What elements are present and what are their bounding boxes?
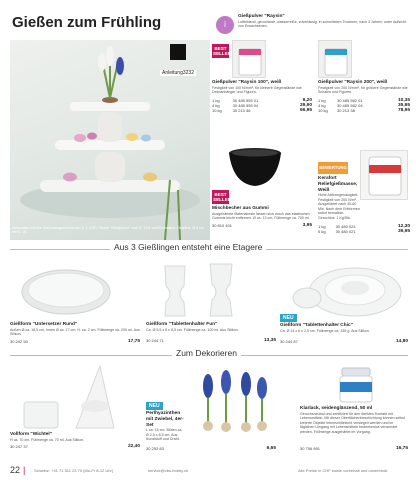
footer-email-link[interactable]: service@vbs-hobby.ch bbox=[148, 468, 189, 473]
qty: 4 kg bbox=[318, 102, 326, 108]
mixing-bowl-image bbox=[225, 146, 285, 188]
price: 3,95 bbox=[302, 222, 312, 228]
article-number: 30 810 401 bbox=[212, 222, 233, 228]
new-badge: NEU bbox=[280, 314, 297, 322]
section-heading: Zum Dekorieren bbox=[172, 348, 241, 358]
mold-round-coaster-image bbox=[20, 262, 112, 318]
raysin200-price-table bbox=[318, 98, 410, 113]
raysin100-package-image bbox=[232, 40, 266, 78]
mold-fun-name: Gießform "Tablettenhalter Fun" bbox=[146, 322, 218, 327]
raysin100-name: Gießpulver "Raysin 100", weiß bbox=[212, 80, 282, 85]
bucket-icon bbox=[319, 41, 353, 79]
varnish-desc: Geruchsneutral und zertifiziert für den direkten Kontakt mit Lebensmitteln. Mit dieser Oberflächenbeschichtung können selbst kreierte Objekte lebensmittelecht versiegelt werden und im täglichen Umgang mit Lebensmitteln bedenkenlos verwendet werden. Füllmenge ausgehärtet im Vorgang. bbox=[300, 411, 405, 434]
hyacinth-icon bbox=[188, 364, 278, 434]
footer-service-phone: Schweiz: +41 71 511 23 70 (Mo-Fr 8-12 Uhr) bbox=[34, 468, 114, 473]
mold-candleholder-chic-image bbox=[285, 258, 405, 320]
qty: 1 kg bbox=[318, 224, 326, 229]
bestseller-badge: BEST SELLER bbox=[212, 190, 229, 204]
qr-code-icon[interactable] bbox=[170, 44, 186, 60]
article-number: 30 756 891 bbox=[300, 446, 321, 451]
bag-icon bbox=[361, 151, 409, 201]
new-badge: NEU bbox=[146, 402, 163, 410]
price: 16,75 bbox=[395, 446, 408, 451]
footer-note: Alle Preise in CHF sowie vorbehalt und unverbindl. bbox=[298, 468, 389, 473]
qr-caption: Anleitung3232 bbox=[162, 70, 194, 76]
raysin200-name: Gießpulver "Raysin 200", weiß bbox=[318, 80, 388, 85]
table-row bbox=[318, 229, 410, 234]
raysin200-package-image bbox=[318, 40, 352, 78]
bestseller-badge: BEST SELLER bbox=[212, 44, 229, 58]
bowl-name: Mischbecher aus Gummi bbox=[212, 206, 269, 211]
qty: 10 kg bbox=[318, 107, 328, 113]
price: 22,40 bbox=[127, 444, 140, 450]
price: 6,65 bbox=[266, 446, 276, 451]
price: 10,35 bbox=[397, 97, 410, 103]
price: 29,90 bbox=[299, 102, 312, 108]
mold-candleholder-fun-image bbox=[150, 256, 250, 322]
hyacinth-image bbox=[188, 364, 278, 434]
chic-mold-icon bbox=[285, 258, 405, 320]
raysin100-price-table bbox=[212, 98, 312, 113]
article-number: 30 485 555 01 bbox=[232, 97, 259, 103]
hyacinth-name: Perlhyazinthen mit Zwiebel, 4er-Set bbox=[146, 411, 184, 428]
mold-fun-desc: Ca. Ø 5,5 x 6 x 8,5 cm. Füllmenge ca. 100 ml. Aus Silikon. bbox=[146, 327, 239, 332]
price: 13,35 bbox=[263, 338, 276, 344]
gnome-name: Vollform "Wichtel" bbox=[10, 432, 52, 437]
price: 35,95 bbox=[397, 102, 410, 108]
mold-round-name: Gießform "Untersetzer Rund" bbox=[10, 322, 78, 327]
hyacinth-desc: L ca. 15 cm. Blüten ca. Ø 2,5 x 8,5 cm. Aus Kunststoff und Draht. bbox=[146, 428, 183, 442]
raysin-intro-name: Gießpulver "Raysin" bbox=[238, 14, 285, 19]
article-number: 30 485 562 01 bbox=[337, 97, 363, 103]
price: 39,95 bbox=[397, 229, 410, 234]
price: 66,95 bbox=[299, 107, 312, 113]
bowl-icon bbox=[225, 146, 285, 188]
article-number: 30 213 38 bbox=[337, 107, 355, 113]
price: 9,20 bbox=[302, 97, 312, 103]
page-title: Gießen zum Frühling bbox=[12, 14, 162, 31]
qty: 5 kg bbox=[318, 229, 326, 234]
footer bbox=[0, 462, 416, 480]
kerafort-price-table bbox=[318, 224, 410, 234]
kerafort-package-image bbox=[360, 150, 408, 200]
article-number: 30 485 562 04 bbox=[337, 102, 363, 108]
page-separator: | bbox=[23, 465, 26, 475]
article-number: 30 247 37 bbox=[10, 444, 28, 450]
raysin-intro-desc: Luftbildend, geruchlose, wasserreiße, zuverlässig, in schnellstem Trocknen, nach 3 Jahren, unter Aufsicht von Erwachsenen. bbox=[238, 19, 406, 29]
article-number: 30 244 71 bbox=[146, 338, 164, 344]
raysin200-desc: Festigkeit von 200 N/mm², für größere Gegenstände wie Schalen und Figuren. bbox=[318, 85, 408, 95]
price: 12,30 bbox=[397, 224, 410, 229]
price: 78,95 bbox=[397, 107, 410, 113]
article-number: 30 485 555 04 bbox=[232, 102, 259, 108]
kerafort-desc: Hohe Abformgenauigkeit. Festigkeit von 200 N/m². Ausgehärtet nach 30-60 Min. Nach dem Entformen sofort bemalbar. Geruchlos. 1 Kg/Stk. bbox=[318, 193, 360, 220]
round-mold-icon bbox=[20, 262, 112, 318]
bucket-icon bbox=[233, 41, 267, 79]
article-number: 30 202 50 bbox=[10, 338, 28, 344]
article-number: 30 253 83 bbox=[146, 446, 164, 451]
page-number: 22 bbox=[10, 465, 21, 475]
gnome-desc: H ca. 70 cm. Füllmenge ca. 70 ml. Aus Silikon. bbox=[10, 437, 85, 442]
price: 17,75 bbox=[127, 338, 140, 344]
qty: 1 kg bbox=[212, 97, 220, 103]
qty: 4 kg bbox=[212, 102, 220, 108]
hero-caption: Dekoration mit fixe Gießmassgemische am 3, 4, 4/30, Sterne "Gießpulver" vom S. 1 fur und Einmalens Vögeline, Ø 8 cm mit S. 10. bbox=[12, 226, 204, 235]
jar-icon bbox=[336, 364, 376, 404]
price: 14,80 bbox=[395, 339, 408, 345]
mold-chic-desc: Ca. Ø 14 x 6 x 2,5 cm. Füllmenge ca. 335 g. Aus Silikon. bbox=[280, 328, 370, 333]
mold-round-desc: Außen Ø ca. 18,5 cm, Innen Ø ca. 17 cm, H. ca. 2 cm. Füllmenge ca. 200 ml. Aus Silikon. bbox=[10, 327, 140, 337]
clear-varnish-jar-image bbox=[336, 364, 376, 404]
kerafort-name: Kerafort Reliefgießmasse, Weiß bbox=[318, 176, 358, 193]
rating-badge: BEWERTUNG bbox=[318, 162, 348, 174]
raysin100-desc: Festigkeit von 100 N/mm², für kleinere Gegenstände wie Dekoanhänger und Figuren. bbox=[212, 85, 302, 95]
gnome-icon bbox=[20, 362, 120, 432]
article-number: 30 480 024 bbox=[335, 224, 356, 229]
qty: 1 kg bbox=[318, 97, 326, 103]
candleholder-icon bbox=[150, 256, 250, 322]
article-number: 30 244 87 bbox=[280, 339, 298, 345]
varnish-name: Klarlack, seidenglänzend, 50 ml bbox=[300, 406, 373, 411]
article-number: 30 480 021 bbox=[335, 229, 356, 234]
section-heading: Aus 3 Gießlingen entsteht eine Etagere bbox=[110, 242, 266, 252]
table-row bbox=[318, 108, 410, 113]
table-row bbox=[212, 108, 312, 113]
info-bubble-icon: i bbox=[216, 16, 234, 34]
gnome-mold-image bbox=[20, 362, 120, 432]
mold-chic-name: Gießform "Tablettenhalter Chic" bbox=[280, 323, 353, 328]
qty: 10 kg bbox=[212, 107, 222, 113]
article-number: 30 213 36 bbox=[232, 107, 251, 113]
bowl-desc: Ausgehärtete Materialreste lassen sich durch das elastischen Gummis leicht entfernen. Ø ca. 13 cm, Füllmenge ca. 700 ml. bbox=[212, 211, 310, 221]
